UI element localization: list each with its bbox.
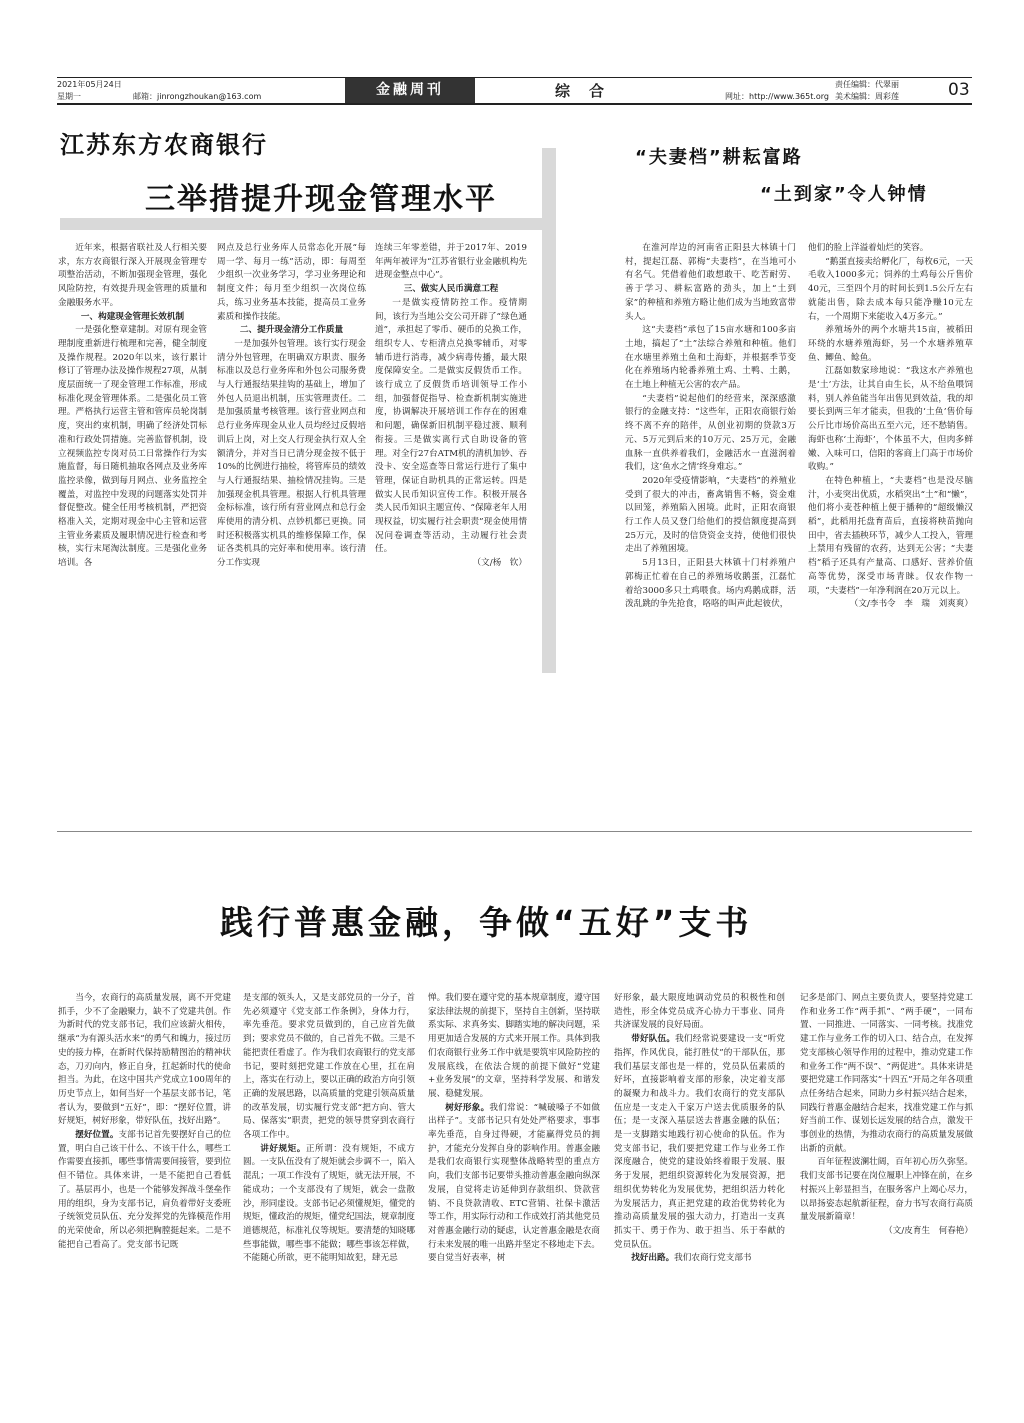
article1-c1-p2: 一是强化整章建制。对原有现金管理制度重新进行梳理和完善，健全制度及操作规程。2020年以来，该行累计修订了管理办法及操作规程27项，从制度层面统一了现金管理工作标准，形成标准化现金管理体系。二是强化员工管理。严格执行运营主管和管库员轮岗制度，突出约束机制，明确了经济处罚标准和行政处罚措施。完善监督机制，设立视频监控专岗对员工日常操作行为实施监督，每日随机抽取各网点及业务库监控录像，做到每月网点、业务监控全覆盖，对监控中发现的问题落实处罚并督促整改。健全任用考核机制，严把资格准入关，定期对现金中心主管和运营主管业务素质及履职情况进行检查和考核，实行末尾淘汰制度。三是强化业务培训。各 xyxy=(58,325,207,569)
article3-c1-p0: 当今，农商行的高质量发展，离不开党建抓手，少不了金融聚力，缺不了党建共创。作为新时代的党支部书记，我们应该薪火相传，继承“为有源头活水来”的勇气和魄力，接过历史的接力棒，在新时代保持励精图治的精神状态，刀刃向内，修正自身，扛起新时代的使命担当。为此，在这中国共产党成立100周年的历史节点上，如何当好一个基层支部书记，笔者认为，要做到“五好”，即：“摆好位置，讲好规矩，树好形象，带好队伍，找好出路”。 xyxy=(58,993,231,1127)
article2-c2-p3: 江磊如数家珍地说：“我这水产养殖也是‘土’方法，让其自由生长，从不给鱼喂饲料，别人养鱼能当年出售见到效益，我的却要长到两三年才能卖，但我的‘土鱼’售价每公斤比市场价高出五至六元，还不愁销售。海虾也称‘土海虾’，个体虽不大，但肉多鲜嫩、入味可口，信阳的客商上门高于市场价收购。” xyxy=(808,366,973,473)
article3-c2-p0: 是支部的领头人，又是支部党员的一分子，首先必须遵守《党支部工作条例》，身体力行，率先垂范。要求党员做到的，自己应首先做到；要求党员不做的，自己首先不做。三是不能把责任看虚了。作为我们农商银行的党支部书记，要时刻把党建工作放在心里，扛在肩上，落实在行动上，要以正确的政治方向引领正确的发展思路，以高质量的党建引领高质量的改革发展，切实履行党支部“把方向、管大局、保落实”职责，把党的领导贯穿到农商行各项工作中。 xyxy=(243,993,415,1141)
header-rule-bottom xyxy=(57,103,972,105)
article2-c1-p1: 这“夫妻档”承包了15亩水塘和100多亩土地，搞起了“土”法综合养殖和种植。他们在水塘里养殖土鱼和土海虾，并根据季节变化在养殖场内轮番养殖土鸡、土鸭、土鹅，在土地上种植无公害的农产品。 xyxy=(625,325,796,391)
article1-column-2 xyxy=(217,242,366,674)
article3-c1-p1-text: 支部书记首先要摆好自己的位置，明白自己该干什么、不该干什么，哪些工作需要直接抓，哪些事情需要间接管，要到位但不错位。具体来讲，一是不能把自己看低了。基层再小，也是一个能够发挥战斗堡垒作用的组织，身为支部书记，肩负着带好支委班子统领党员队伍、充分发挥党的先锋模范作用的光荣使命，所以必须把胸膛挺起来。二是不能把自己看高了。党支部书记既 xyxy=(58,1130,231,1250)
article3-column-1 xyxy=(58,992,231,1362)
article1-c1-p0: 近年来，根据省联社及人行相关要求，东方农商银行深入开展现金管理专项整治活动，不断加强现金管理，强化风险防控，有效提升现金管理的质量和金融服务水平。 xyxy=(58,243,207,308)
header-date: 2021年05月24日 xyxy=(57,80,122,89)
article1-c2-sub1: 二、提升现金清分工作质量 xyxy=(239,325,344,336)
header-email: 邮箱：jinrongzhoukan@163.com xyxy=(133,92,262,101)
article3-c3-p1 xyxy=(428,1102,600,1266)
article3-c4-p1-lead: 带好队伍。 xyxy=(631,1034,676,1045)
article3-c5-p1: 百年征程波澜壮阔，百年初心历久弥坚。我们支部书记要在岗位履职上冲锋在前，在乡村振兴上彰显担当，在服务客户上竭心尽力，以昂扬姿态起航新征程，奋力书写农商行高质量发展新篇章！ xyxy=(800,1157,973,1223)
article2-c2-p1: “鹅蛋直接卖给孵化厂，每枚6元，一天毛收入1000多元；饲养的土鸡每公斤售价40元，三至四个月的时间长到1.5公斤左右就能出售，除去成本每只能净赚10元左右，一个周期下来能收入4万多元。” xyxy=(808,256,973,322)
article1-byline: （文/杨 钦） xyxy=(472,558,527,569)
article2-byline: （文/李书令 李 瑞 刘爽爽） xyxy=(849,599,973,610)
header-weekday: 星期一 xyxy=(57,92,81,101)
article1-c2-p2: 一是加强外包管理。该行实行现金清分外包管理，在明确双方职责、服务标准以及总行业务库和外包公司服务费与人行通报结果挂钩的基础上，增加了外包人员退出机制，压实管理责任。二是加强质量考核管理。该行营业网点和总行业务库现金从业人员均经过反假培训后上岗，对上交人行现金执行双人全额清分，并对当日已清分现金按不低于10%的比例进行抽检，将管库员的绩效与人行通报结果、抽检情况挂钩。三是加强现金机具管理。根据人行机具管理金标标准，该行所有营业网点和总行金库使用的清分机、点钞机都已更换。同时还积极落实机具的维修保障工作，保证各类机具的完好率和使用率。该行清分工作实现 xyxy=(217,338,366,569)
article3-c4-p2 xyxy=(614,1252,785,1266)
article3-c2-p1-lead: 讲好规矩。 xyxy=(260,1143,306,1154)
article3-column-3 xyxy=(428,992,600,1362)
article2-column-1 xyxy=(625,242,796,714)
page-number: 03 xyxy=(948,80,970,100)
article3-c5-p0: 记多是部门、网点主要负责人，要坚持党建工作和业务工作“两手抓”、“两手硬”，一同布置、一同推进、一同落实、一同考核。找准党建工作与业务工作的切入口、结合点，在发挥党支部核心领导作用的过程中，推动党建工作和业务工作“两不误”、“两促进”。具体来讲是要把党建工作同落实“十四五”开局之年各项重点任务结合起来，同助力乡村振兴结合起来，同践行普惠金融结合起来，找准党建工作与抓好当前工作、谋划长远发展的结合点，激发干事创业的热情，为推动农商行的高质量发展做出新的贡献。 xyxy=(800,993,973,1154)
article2-c2-p0: 他们的脸上洋溢着灿烂的笑容。 xyxy=(808,243,929,253)
article3-c3-p0: 惮。我们要在遵守党的基本规章制度，遵守国家法律法规的前提下，坚持自主创新，坚持联系实际、求真务实、脚踏实地的解决问题，采用更加适合发展的方式来开展工作。具体到我们农商银行业务工作中就是要筑牢风险防控的发展底线，在依法合规的前提下做好“党建+业务发展”的文章，坚持科学发展、和谐发展、稳健发展。 xyxy=(428,993,600,1099)
article3-column-5 xyxy=(800,992,973,1382)
header-rule-top xyxy=(57,77,972,78)
article3-c4-p1 xyxy=(614,1033,785,1252)
header-art-editor: 美术编辑：周彩莲 xyxy=(835,92,899,101)
article2-headline-1: “夫妻档”耕耘富路 xyxy=(635,147,803,168)
article1-title: 三举措提升现金管理水平 xyxy=(145,182,497,217)
article1-c3-p0: 连续三年零差错，并于2017年、2019年两年被评为“江苏省银行业金融机构先进现金整点中心”。 xyxy=(375,243,527,281)
article3-c4-p0: 好形象，最大限度地调动党员的积极性和创造性，形全体党员成齐心协力干事业、同舟共济谋发展的良好局面。 xyxy=(614,993,785,1031)
article1-c3-sub1: 三、做实人民币满意工程 xyxy=(403,284,499,295)
article3-c4-p1-text: 我们经常说要建设一支“听党指挥，作风优良，能打胜仗”的干部队伍，那我们基层支部也是一样的，党员队伍素质的好坏，直接影响着支部的形象，决定着支部的凝聚力和战斗力。我们农商行的党支部队伍应是一支走入千家万户送去优质服务的队伍；是一支深入基层送去普惠金融的队伍；是一支脚踏实地践行初心使命的队伍。作为党支部书记，我们要把党建工作与业务工作深度融合，使党的建设始终着眼于发展、服务于发展，把组织资源转化为发展资源，把组织优势转化为发展优势，把组织活力转化为发展活力，真正把党建的政治优势转化为推动高质量发展的强大动力，打造出一支真抓实干、勇于作为、敢于担当、乐于奉献的党员队伍。 xyxy=(614,1034,785,1250)
article3-column-4 xyxy=(614,992,785,1382)
article3-c2-p1 xyxy=(243,1143,415,1266)
article2-c2-p2: 养殖场外的两个水塘共15亩，被稻田环绕的水塘养殖海虾，另一个水塘养殖草鱼、鲫鱼、鲶鱼。 xyxy=(808,325,973,363)
article3-c1-p1-lead: 摆好位置。 xyxy=(75,1130,119,1141)
article3-byline: （文/皮育生 何春艳） xyxy=(884,1225,973,1236)
article1-c2-p0: 网点及总行业务库人员常态化开展“每周一学、每月一练”活动，即：每周至少组织一次业务学习，学习业务理论和制度文件；每月至少组织一次岗位练兵，练习业务基本技能，提高员工业务素质和操作技能。 xyxy=(217,243,366,322)
article1-column-3 xyxy=(375,242,527,674)
article1-column-1 xyxy=(58,242,207,674)
paper-name: 金融周刊 xyxy=(345,78,475,103)
article2-headline-2: “土到家”令人钟情 xyxy=(760,184,928,205)
article2-c1-p0: 在淮河岸边的河南省正阳县大林镇十门村，提起江磊、郭梅“夫妻档”，在当地可小有名气。凭借着他们敢想敢干、吃苦耐劳、善于学习、耕耘富路的劲头，加上“土到家”的种植和养殖方略让他们成为当地致富带头人。 xyxy=(625,243,796,322)
section-name: 综 合 xyxy=(555,82,607,100)
article3-title: 践行普惠金融，争做“五好”支书 xyxy=(220,903,753,942)
article3-c2-p1-text: 正所谓：没有规矩，不成方圆。一支队伍没有了规矩就会步调不一，陷入混乱；一项工作没有了规矩，就无法开展，不能成功；一个支部没有了规矩，就会一盘散沙，形同虚设。支部书记必须懂规矩，懂党的规矩，懂政治的规矩，懂党纪国法，规章制度道德规范，标准礼仪等规矩。要清楚的知晓哪些事能做，哪些事不能做；哪些事该怎样做，不能随心所欲，更不能明知故犯，肆无忌 xyxy=(243,1143,415,1264)
article1-c1-sub1: 一、构建现金管理长效机制 xyxy=(80,311,185,322)
article3-column-2 xyxy=(243,992,415,1362)
article3-c3-p1-lead: 树好形象。 xyxy=(445,1102,490,1113)
headline-shadow-box-bottom xyxy=(60,218,556,230)
article1-c3-p2: 一是做实疫情防控工作。疫情期间，该行为当地公交公司开辟了“绿色通道”，承担起了零币、硬币的兑换工作，组织专人、专柜清点兑换零辅币，对零辅币进行消毒，减少病毒传播，最大限度保障安全。二是做实反假货币工作。该行成立了反假货币培训领导工作小组，加强督促指导、检查新机制实施进度，协调解决开展培训工作存在的困难和问题，确保新旧机制平稳过渡、顺利衔接。三是做实离行式自助设备的管理。对全行27台ATM机的清机加钞、吞没卡、安全巡查等日常运行进行了集中管理，保证自助机具的正常运转。四是做实人民币知识宣传工作。积极开展各类人民币知识主题宣传、“保障老年人用现权益，切实履行社会职责”现金使用情况问卷调查等活动，主动履行社会责任。 xyxy=(375,297,527,555)
section-divider xyxy=(57,831,972,832)
article2-c1-p3: 2020年受疫情影响，“夫妻档”的养殖业受到了很大的冲击，畜禽销售不畅，资金难以回笼，养殖陷入困境。此时，正阳农商银行工作人员又登门给他们的授信额度提高到25万元，及时的信贷资金支持，使他们很快走出了养殖困境。 xyxy=(625,475,796,555)
article3-c3-p1-text: 我们常说：“喊破嗓子不如做出样子”。支部书记只有处处严格要求，事事率先垂范，自身过得硬，才能赢得党员的拥护，才能充分发挥自身的影响作用。普惠金融是我们农商银行实现整体战略转型的重点方向，我们支部书记要带头推动普惠金融向纵深发展，自觉将走访延伸到存款组织、贷款营销、不良贷款清收、ETC营销、社保卡激活等工作，用实际行动和工作成效打消其他党员对普惠金融行动的疑虑，认定普惠金融是农商行未来发展的唯一出路并坚定不移地走下去。要自觉当好表率，树 xyxy=(428,1102,600,1264)
article2-column-2 xyxy=(808,242,973,724)
article3-c4-p2-lead: 找好出路。 xyxy=(631,1253,675,1264)
article3-c1-p1 xyxy=(58,1129,231,1252)
article3-c4-p2-text: 我们农商行党支部书 xyxy=(674,1253,752,1264)
header-website: 网址：http://www.365t.org xyxy=(725,92,830,101)
article2-c2-p4: 在特色种植上，“夫妻档”也是没尽脑汁，小麦突出优质，水稻突出“土”和“懒”，他们将小麦苍种植上便于播种的“超级懒汉稻”，此稻用托盘育苗后，直接将秧苗抛向田中，省去插秧环节，减少人工投入，管理上禁用有残留的农药，达到无公害；“夫妻档”稻子还具有产量高、口感好、营养价值高等优势，深受市场青睐。仅农作物一项，“夫妻档”一年净利润在20万元以上。 xyxy=(808,475,973,596)
article2-c1-p4: 5月13日，正阳县大林镇十门村养殖户郭梅正忙着在自己的养殖场收鹅蛋，江磊忙着给3000多只土鸡喂食。场内鸡鹅成群，活泼乱跳的争先抢食，咯咯的叫声此起彼伏， xyxy=(625,558,796,610)
header-editor: 责任编辑：代翠丽 xyxy=(835,80,899,89)
article2-c1-p2: “夫妻档”说起他们的经营来，深深感激银行的金融支持：“这些年，正阳农商银行始终不离不弃的陪伴，从创业初期的贷款3万元、5万元到后来的10万元、25万元，金融血脉一直供养着我们，金融活水一直滋润着我们，这‘鱼水之情’终身难忘。” xyxy=(625,393,796,473)
article1-bank-name: 江苏东方农商银行 xyxy=(60,131,268,159)
